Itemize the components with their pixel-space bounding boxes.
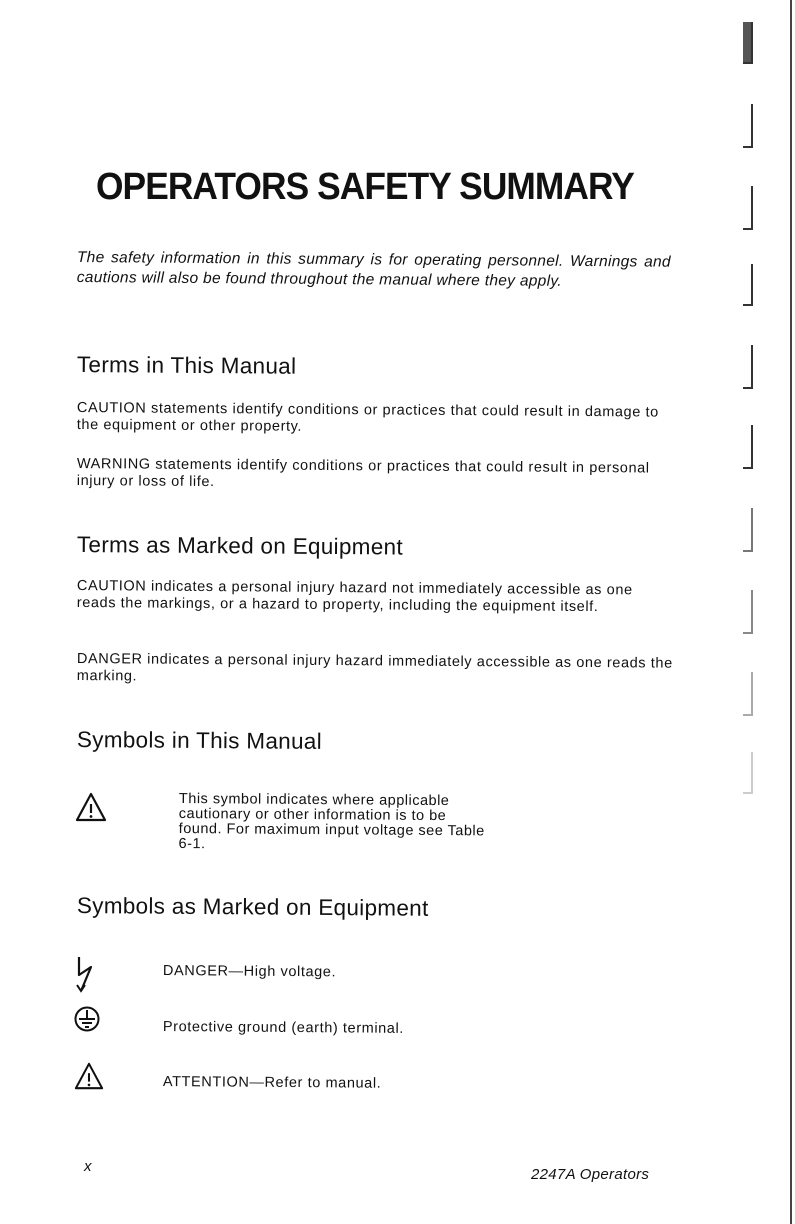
edge-tab-mark bbox=[743, 508, 753, 552]
document-name: 2247A Operators bbox=[531, 1166, 650, 1183]
intro-paragraph: The safety information in this summary is for operating personnel. Warnings and cautions will also be found throughout the manual where they apply. bbox=[76, 248, 671, 290]
section-heading-text: Symbols in This Manual bbox=[76, 727, 323, 754]
edge-tab-mark bbox=[743, 104, 753, 148]
danger-keyword: DANGER bbox=[76, 651, 143, 668]
warning-description: statements identify conditions or practices that could result in personal injury or loss of life. bbox=[76, 456, 650, 491]
section-heading-symbols-equipment bbox=[77, 893, 429, 922]
edge-tab-mark bbox=[743, 22, 753, 64]
edge-tab-mark bbox=[743, 752, 753, 794]
symbol-item-text-high-voltage: DANGER—High voltage. bbox=[162, 963, 337, 981]
symbol-item-text-attention: ATTENTION—Refer to manual. bbox=[162, 1074, 382, 1092]
high-voltage-icon bbox=[72, 953, 100, 993]
page-edge-tabs bbox=[735, 0, 795, 1224]
edge-tab-mark bbox=[743, 186, 753, 230]
section-heading-terms-equipment bbox=[77, 532, 403, 561]
page-title: OPERATORS SAFETY SUMMARY bbox=[96, 166, 634, 208]
edge-tab-mark bbox=[743, 264, 753, 306]
protective-ground-icon bbox=[73, 1005, 101, 1033]
edge-tab-mark bbox=[743, 590, 753, 634]
equipment-caution-statement bbox=[77, 578, 673, 617]
caution-keyword: CAUTION bbox=[76, 400, 147, 417]
caution-keyword: CAUTION bbox=[76, 578, 147, 595]
edge-tab-mark bbox=[743, 345, 753, 389]
caution-description: statements identify conditions or practices that could result in damage to the equipment or other property. bbox=[76, 400, 659, 435]
edge-tab-mark bbox=[743, 425, 753, 469]
section-heading-text: Symbols as Marked on Equipment bbox=[76, 893, 429, 921]
edge-tab-mark bbox=[743, 672, 753, 716]
page-number: x bbox=[84, 1158, 92, 1175]
warning-keyword: WARNING bbox=[76, 456, 151, 473]
symbol-description: This symbol indicates where applicable cautionary or other information is to be found. For maximum input voltage see Table 6-1. bbox=[178, 791, 485, 853]
section-heading-text: Terms as Marked on Equipment bbox=[76, 532, 404, 560]
section-heading-text: Terms in This Manual bbox=[76, 352, 297, 379]
symbol-item-text-ground: Protective ground (earth) terminal. bbox=[162, 1019, 405, 1037]
attention-triangle-icon bbox=[74, 1061, 104, 1091]
caution-statement bbox=[77, 400, 673, 439]
section-heading-terms-manual bbox=[77, 352, 297, 380]
caution-description: indicates a personal injury hazard not immediately accessible as one reads the markings, or a hazard to property, including the equipment itself. bbox=[76, 578, 633, 616]
caution-triangle-icon bbox=[75, 791, 107, 823]
warning-statement bbox=[77, 456, 673, 495]
section-heading-symbols-manual bbox=[77, 727, 322, 755]
danger-statement bbox=[77, 651, 673, 690]
danger-description: indicates a personal injury hazard immediately accessible as one reads the marking. bbox=[76, 651, 673, 685]
page-edge-line bbox=[790, 0, 792, 1224]
